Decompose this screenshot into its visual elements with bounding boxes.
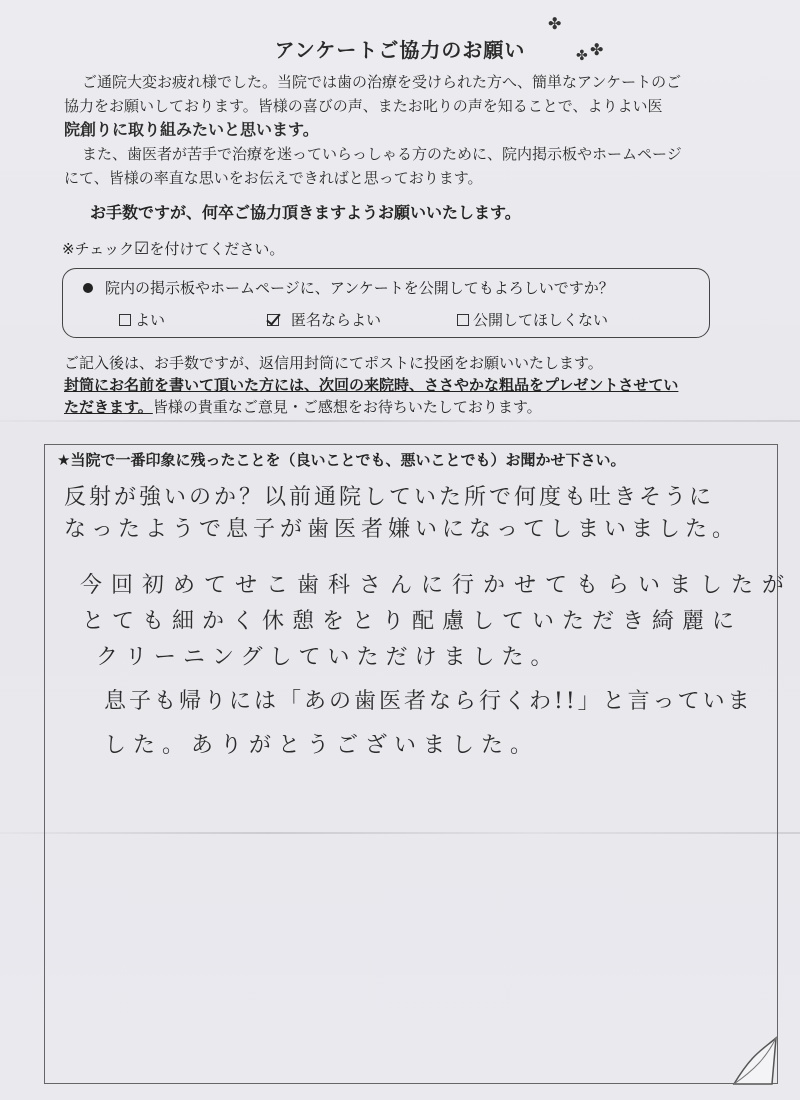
intro-line: また、歯医者が苦手で治療を迷っていらっしゃる方のために、院内掲示板やホームページ bbox=[82, 145, 682, 163]
check-instruction bbox=[62, 238, 284, 259]
form-title: アンケートご協力のお願い bbox=[274, 38, 526, 62]
instruction-line: 封筒にお名前を書いて頂いた方には、次回の来院時、ささやかな粗品をプレゼントさせてい bbox=[64, 376, 679, 394]
check-note-suffix: を付けてください。 bbox=[149, 240, 285, 258]
option-label: 匿名ならよい bbox=[291, 311, 382, 329]
question-text: 院内の掲示板やホームページに、アンケートを公開してもよろしいですか？ bbox=[105, 279, 614, 297]
bullet-icon bbox=[83, 283, 93, 293]
fold-line bbox=[0, 420, 800, 422]
publish-question-box bbox=[62, 268, 710, 338]
handwritten-line: クリーニングしていただけました。 bbox=[96, 645, 560, 670]
clover-icon: ✤ bbox=[548, 14, 562, 33]
intro-line: ご通院大変お疲れ様でした。当院では歯の治療を受けられた方へ、簡単なアンケートのご bbox=[82, 73, 682, 91]
checkbox-icon[interactable] bbox=[119, 314, 131, 326]
handwritten-line: なったようで息子が歯医者嫌いになってしまいました。 bbox=[64, 517, 740, 542]
checkbox-icon[interactable] bbox=[457, 314, 469, 326]
instruction-line: ご記入後は、お手数ですが、返信用封筒にてポストに投函をお願いいたします。 bbox=[64, 354, 603, 372]
option-anonymous[interactable] bbox=[267, 309, 381, 330]
instruction-line: ただきます。 bbox=[64, 398, 153, 416]
intro-line: にて、皆様の率直な思いをお伝えできればと思っております。 bbox=[64, 169, 483, 187]
handwritten-line: 反射が強いのか？以前通院していた所で何度も吐きそうに bbox=[64, 485, 715, 510]
clover-icon: ✤ bbox=[590, 40, 604, 59]
checked-checkbox-icon[interactable] bbox=[267, 314, 279, 326]
clover-icon: ✤ bbox=[576, 48, 588, 64]
option-label: よい bbox=[135, 311, 166, 329]
handwritten-line: 息子も帰りには「あの歯医者なら行くわ!!」と言っていま bbox=[104, 689, 753, 714]
instruction-line: 皆様の貴重なご意見・ご感想をお待ちいたしております。 bbox=[152, 398, 542, 416]
return-instructions bbox=[64, 352, 754, 418]
request-text: お手数ですが、何卒ご協力頂きますようお願いいたします。 bbox=[90, 203, 521, 222]
option-label: 公開してほしくない bbox=[473, 311, 609, 329]
publish-question bbox=[83, 277, 614, 298]
intro-text bbox=[64, 70, 764, 190]
option-ok[interactable] bbox=[119, 309, 165, 330]
handwritten-line: 今回初めてせこ歯科さんに行かせてもらいましたが bbox=[80, 573, 794, 598]
handwritten-line: とても細かく休憩をとり配慮していただき綺麗に bbox=[82, 609, 743, 634]
check-note-prefix: ※チェック bbox=[62, 240, 135, 258]
page-curl-icon bbox=[732, 1036, 778, 1086]
intro-line: 協力をお願いしております。皆様の喜びの声、またお叱りの声を知ることで、よりよい医 bbox=[64, 97, 663, 115]
handwritten-line: した。ありがとうございました。 bbox=[104, 733, 540, 758]
checkbox-icon: ☑ bbox=[134, 239, 150, 259]
option-no-publish[interactable] bbox=[457, 309, 608, 330]
comment-header: ★当院で一番印象に残ったことを（良いことでも、悪いことでも）お聞かせ下さい。 bbox=[57, 451, 626, 469]
intro-line: 院創りに取り組みたいと思います。 bbox=[64, 120, 319, 139]
